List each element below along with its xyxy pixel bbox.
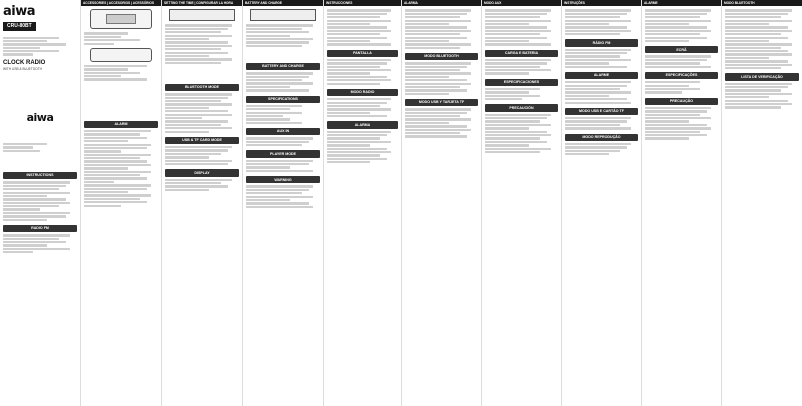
display-diagram — [169, 9, 235, 21]
section-alarma: ALARMA — [327, 121, 398, 128]
device-illustration — [90, 9, 152, 29]
section-bluetooth: BLUETOOTH MODE — [165, 84, 239, 91]
header-battery: BATTERY AND CHARGE — [243, 0, 323, 6]
ecra-panel — [642, 0, 722, 406]
section-radio-fm-pt: RÁDIO FM — [565, 39, 638, 46]
section-pantalla: PANTALLA — [327, 50, 398, 57]
header-alarme: ALARME — [642, 0, 721, 6]
section-warning: WARNING — [246, 176, 320, 183]
header-modo-aux: MODO AUX — [482, 0, 561, 6]
section-especificacoes: ESPECIFICAÇÕES — [645, 72, 718, 79]
product-subtitle: WITH USB & BLUETOOTH — [3, 67, 42, 72]
section-instructions: INSTRUCTIONS — [3, 172, 77, 179]
cover-panel — [0, 0, 81, 406]
setting-time-panel — [162, 0, 243, 406]
display-diagram-2 — [250, 9, 316, 21]
accessories-panel — [81, 0, 162, 406]
section-modo-usb-pt: MODO USB E CARTÃO TF — [565, 108, 638, 115]
section-modo-usb: MODO USB Y TARJETA TF — [405, 99, 478, 106]
section-carga: CARGA E BATERIA — [485, 50, 558, 57]
header-accessories: ACCESSORIES | ACCESORIOS | ACESSÓRIOS — [81, 0, 161, 6]
battery-panel — [243, 0, 324, 406]
section-especificaciones: ESPECIFICACIONES — [485, 79, 558, 86]
section-modo-reproducao: MODO REPRODUÇÃO — [565, 134, 638, 141]
section-specifications: SPECIFICATIONS — [246, 96, 320, 103]
section-precaucion: PRECAUCIÓN — [485, 104, 558, 111]
alarma-panel — [402, 0, 482, 406]
header-instrucoes: INSTRUÇÕES — [562, 0, 641, 6]
brand-logo-secondary: aiwa — [26, 111, 54, 125]
header-alarma: ALARMA — [402, 0, 481, 6]
device-back-illustration — [90, 48, 152, 62]
section-radio-fm: RADIO FM — [3, 225, 77, 232]
header-modo-bt-pt: MODO BLUETOOTH — [722, 0, 802, 6]
instrucoes-panel — [562, 0, 642, 406]
section-radio-fm-es: MODO RADIO — [327, 89, 398, 96]
instrucciones-panel — [324, 0, 402, 406]
product-title: CLOCK RADIO — [3, 59, 46, 66]
header-instrucciones: INSTRUCCIONES — [324, 0, 401, 6]
section-battery-charge: BATTERY AND CHARGE — [246, 63, 320, 70]
modo-bt-pt-panel — [722, 0, 802, 406]
section-display: DISPLAY — [165, 169, 239, 176]
modo-aux-panel — [482, 0, 562, 406]
section-precaucao: PRECAUÇÃO — [645, 98, 718, 105]
section-alarm: ALARM — [84, 121, 158, 128]
brand-logo: aiwa — [3, 4, 36, 19]
section-lista: LISTA DE VERIFICAÇÃO — [725, 73, 799, 80]
section-usb-tf: USB & TF CARD MODE — [165, 137, 239, 144]
model-badge: CRU-80BT — [3, 22, 36, 30]
header-setting-time: SETTING THE TIME | CONFIGURAR LA HORA — [162, 0, 242, 6]
section-ecra: ECRÃ — [645, 46, 718, 53]
section-modo-bt: MODO BLUETOOTH — [405, 53, 478, 60]
section-aux: AUX IN — [246, 128, 320, 135]
section-player: PLAYER MODE — [246, 150, 320, 157]
section-alarme: ALARME — [565, 72, 638, 79]
